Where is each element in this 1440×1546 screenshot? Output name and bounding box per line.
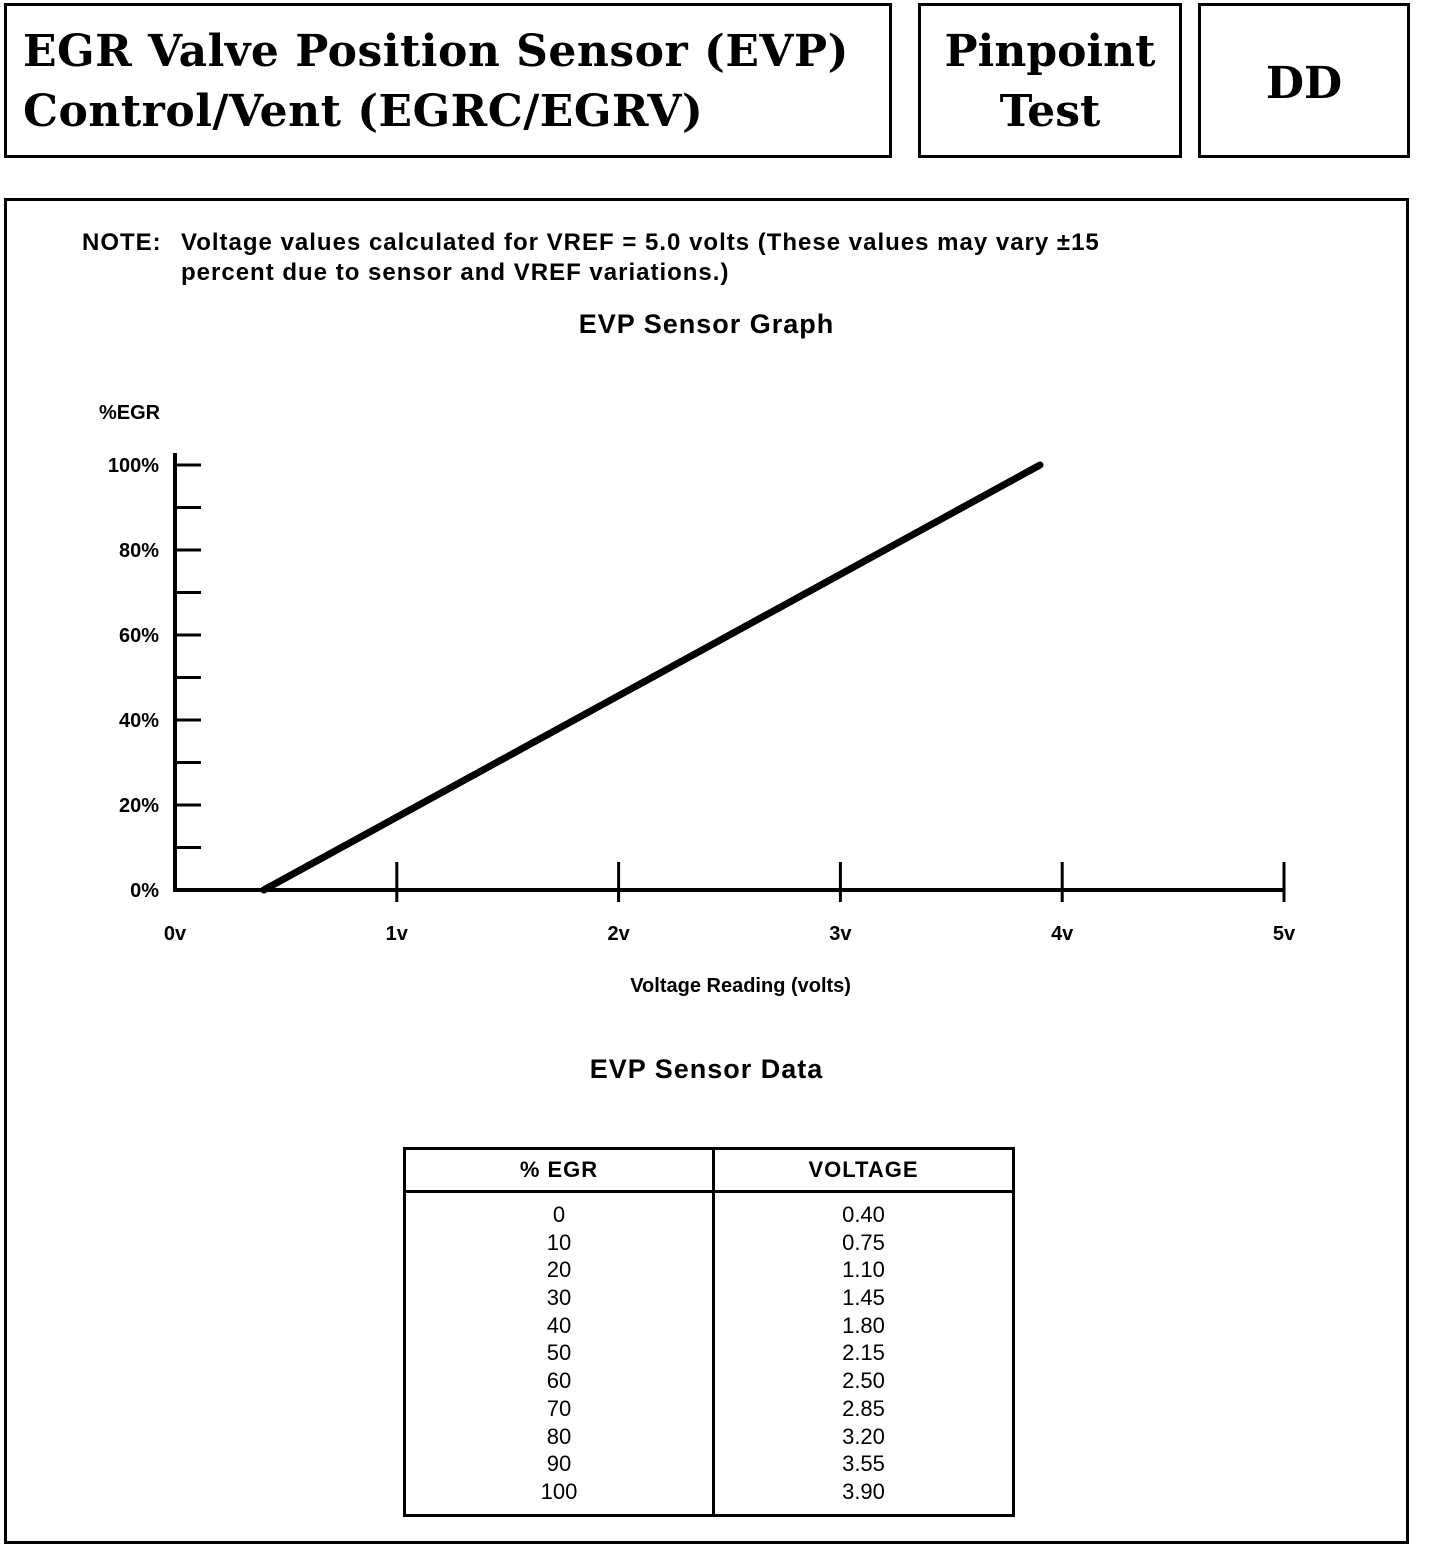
y-tick-label-0: 0%: [130, 880, 159, 902]
egr-value-5: 50: [546, 1340, 572, 1366]
test-code: DD: [1265, 58, 1343, 109]
note-line-1: Voltage values calculated for VREF = 5.0 volts (These values may vary ±15: [181, 229, 1100, 256]
main-panel: [4, 198, 1409, 1544]
x-tick-label-3: 3v: [829, 923, 852, 945]
voltage-value-9: 3.55: [842, 1451, 885, 1477]
voltage-value-2: 1.10: [842, 1257, 885, 1283]
y-tick-label-20: 20%: [118, 795, 159, 817]
pinpoint-line-2: Test: [999, 86, 1101, 137]
y-tick-label-60: 60%: [118, 625, 159, 647]
series-line-0: [264, 465, 1040, 890]
egr-value-8: 80: [546, 1423, 572, 1449]
note-line-2: percent due to sensor and VREF variations.): [181, 259, 730, 286]
y-tick-label-80: 80%: [118, 540, 159, 562]
evp-sensor-chart: [7, 201, 1406, 1041]
title-box: [4, 3, 892, 158]
y-tick-label-100: 100%: [107, 455, 159, 477]
voltage-value-8: 3.20: [842, 1423, 885, 1449]
table-body-row: [405, 1192, 1014, 1516]
note-label: NOTE:: [82, 229, 162, 256]
egr-value-2: 20: [546, 1257, 572, 1283]
voltage-value-7: 2.85: [842, 1395, 885, 1421]
egr-value-1: 10: [546, 1229, 572, 1255]
egr-value-4: 40: [546, 1312, 572, 1338]
y-tick-label-40: 40%: [118, 710, 159, 732]
y-axis-label: %EGR: [99, 402, 161, 424]
x-tick-label-2: 2v: [607, 923, 630, 945]
voltage-value-6: 2.50: [842, 1368, 885, 1394]
pinpoint-line-1: Pinpoint: [944, 26, 1156, 77]
table-title: EVP Sensor Data: [589, 1054, 824, 1084]
header-voltage: VOLTAGE: [714, 1149, 1014, 1192]
x-tick-label-4: 4v: [1051, 923, 1074, 945]
pinpoint-box: [918, 3, 1182, 158]
voltage-value-10: 3.90: [842, 1478, 885, 1504]
egr-value-3: 30: [546, 1285, 572, 1311]
x-tick-label-1: 1v: [385, 923, 408, 945]
x-tick-label-0: 0v: [163, 923, 187, 945]
voltage-value-3: 1.45: [842, 1285, 885, 1311]
x-axis-label: Voltage Reading (volts): [630, 975, 851, 997]
evp-data-table: [403, 1147, 1015, 1517]
egr-value-10: 100: [540, 1478, 578, 1504]
chart-title: EVP Sensor Graph: [578, 309, 835, 339]
egr-value-7: 70: [546, 1395, 572, 1421]
test-code-box: [1198, 3, 1410, 158]
egr-value-9: 90: [546, 1451, 572, 1477]
voltage-value-5: 2.15: [842, 1340, 885, 1366]
egr-value-6: 60: [546, 1368, 572, 1394]
voltage-value-0: 0.40: [842, 1202, 885, 1227]
voltage-value-1: 0.75: [842, 1229, 885, 1255]
x-tick-label-5: 5v: [1272, 923, 1296, 945]
table-header-row: [405, 1149, 1014, 1192]
egr-column: [405, 1192, 714, 1516]
title-line-1: EGR Valve Position Sensor (EVP): [23, 26, 849, 77]
voltage-value-4: 1.80: [842, 1312, 885, 1338]
egr-value-0: 0: [552, 1202, 566, 1227]
header-egr: % EGR: [405, 1149, 714, 1192]
voltage-column: [714, 1192, 1014, 1516]
title-line-2: Control/Vent (EGRC/EGRV): [23, 86, 704, 137]
